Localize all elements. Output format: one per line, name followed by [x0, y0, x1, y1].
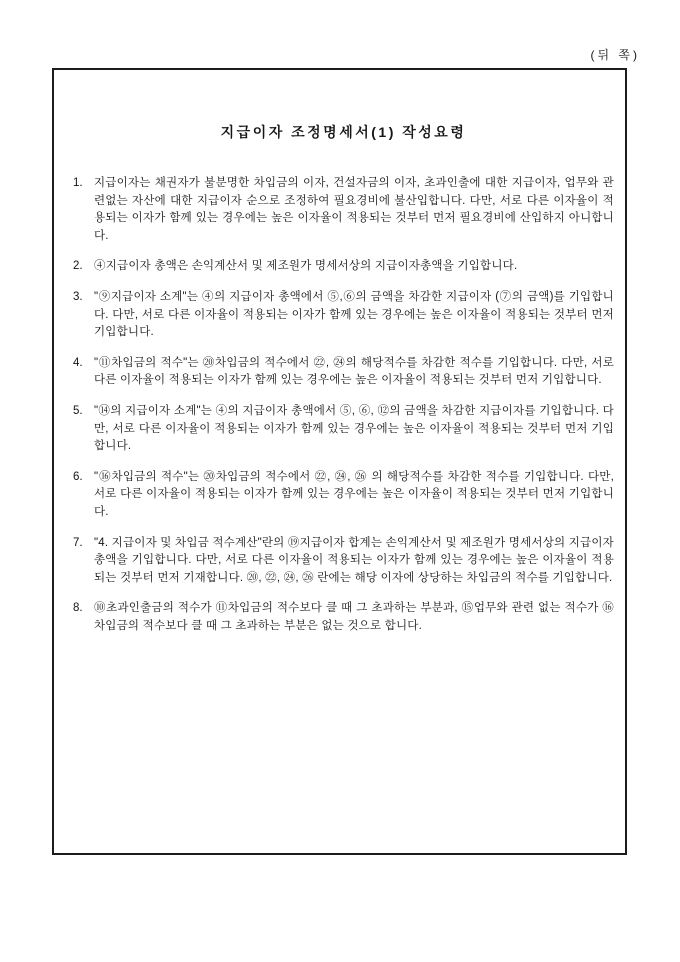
list-item — [73, 469, 614, 522]
item-text: "⑪차입금의 적수"는 ⑳차입금의 적수에서 ㉒, ㉔의 해당적수를 차감한 적수를 기입합니다. 다만, 서로 다른 이자율이 적용되는 이자가 함께 있는 경우에는 높은 이자율이 적용되는 것부터 먼저 기입합니다. — [94, 356, 614, 387]
back-side-label: (뒤 쪽) — [590, 48, 640, 62]
item-number: 7. — [73, 536, 83, 549]
item-text: "⑭의 지급이자 소계"는 ④의 지급이자 총액에서 ⑤, ⑥, ⑫의 금액을 차감한 지급이자를 기입합니다. 다만, 서로 다른 이자율이 적용되는 이자가 함께 있는 경우에는 높은 이자율이 적용되는 것부터 먼저 기입합니다. — [94, 404, 614, 453]
item-text: "⑯차입금의 적수"는 ⑳차입금의 적수에서 ㉒, ㉔, ㉖ 의 해당적수를 차감한 적수를 기입합니다. 다만, 서로 다른 이자율이 적용되는 이자가 함께 있는 경우에는 높은 이자율이 적용되는 것부터 먼저 기입합니다. — [94, 470, 614, 518]
item-text: "⑨지급이자 소계"는 ④의 지급이자 총액에서 ⑤,⑥의 금액을 차감한 지급이자 (⑦의 금액)를 기입합니다. 다만, 서로 다른 이자율이 적용되는 이자가 함께 있는 경우에는 높은 이자율이 적용되는 것부터 먼저 기입합니다. — [94, 290, 614, 339]
item-text: 지급이자는 채권자가 불분명한 차입금의 이자, 건설자금의 이자, 초과인출에 대한 지급이자, 업무와 관련없는 자산에 대한 지급이자 순으로 조정하여 필요경비에 불산입합니다. 다만, 서로 다른 이자율이 적용되는 이자가 함께 있는 경우에는 높은 이자율이 적용되는 것부터 먼저 필요경비에 산입하지 아니합니다. — [94, 177, 614, 242]
item-number: 1. — [73, 177, 83, 189]
page-title: 지급이자 조정명세서(1) 작성요령 — [220, 124, 467, 140]
item-number: 8. — [73, 602, 83, 615]
item-text: ⑩초과인출금의 적수가 ⑪차입금의 적수보다 클 때 그 초과하는 부분과, ⑮업무와 관련 없는 적수가 ⑯차입금의 적수보다 클 때 그 초과하는 부분은 없는 것으로 합니다. — [94, 602, 614, 632]
item-number: 4. — [73, 356, 83, 369]
item-number: 5. — [73, 404, 83, 417]
item-text: "4. 지급이자 및 차입금 적수계산"란의 ⑲지급이자 합계는 손익계산서 및 제조원가 명세서상의 지급이자총액을 기입합니다. 다만, 서로 다른 이자율이 적용되는 이자가 함께 있는 경우에는 높은 이자율이 적용되는 것부터 먼저 기재합니다. ⑳, ㉒, ㉔, ㉖ 란에는 해당 이자에 상당하는 차입금의 적수를 기입합니다. — [94, 536, 614, 584]
list-item — [73, 600, 614, 635]
list-item — [73, 175, 614, 245]
item-number: 2. — [73, 260, 83, 273]
instructions-list — [73, 175, 614, 635]
list-item — [73, 355, 614, 390]
form-border-sheet — [52, 68, 627, 855]
item-text: ④지급이자 총액은 손익계산서 및 제조원가 명세서상의 지급이자총액을 기입합니다. — [94, 260, 518, 273]
list-item — [73, 535, 614, 588]
item-number: 6. — [73, 470, 83, 483]
list-item — [73, 258, 614, 276]
list-item — [73, 403, 614, 456]
item-number: 3. — [73, 290, 83, 303]
list-item — [73, 289, 614, 342]
